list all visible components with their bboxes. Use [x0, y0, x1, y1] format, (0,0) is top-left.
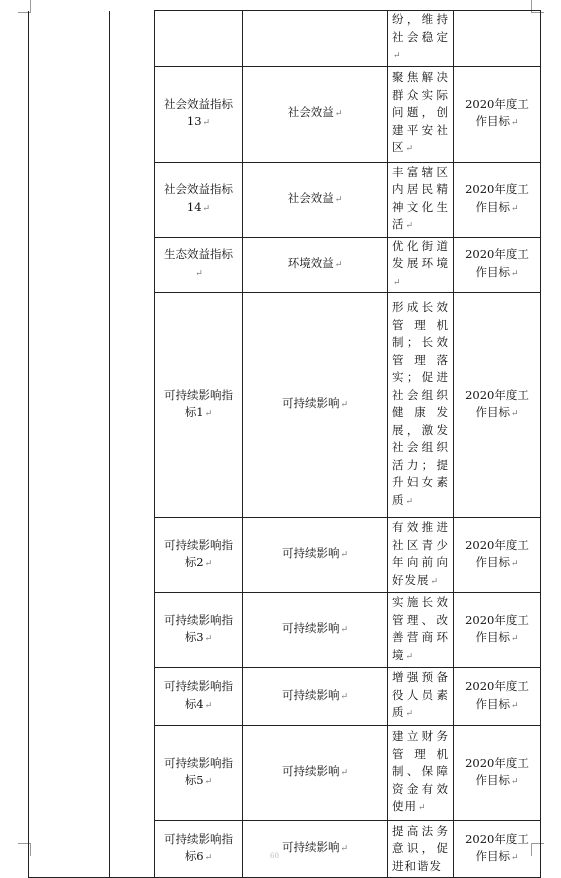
category-cell: 社会效益↵ — [243, 66, 388, 162]
content-cell: 丰富辖区内居民精神文化生活↵ — [388, 162, 454, 237]
category-cell: 可持续影响↵ — [243, 593, 388, 668]
indicator-cell: 社会效益指标14↵ — [155, 162, 243, 237]
target-cell: 2020年度工作目标↵ — [454, 668, 541, 726]
category-cell: 可持续影响↵ — [243, 293, 388, 518]
level2-indicator-cell — [110, 11, 155, 878]
content-cell: 建立财务管理机制、保障资金有效使用↵ — [388, 726, 454, 821]
indicator-cell: 可持续影响指标1↵ — [155, 293, 243, 518]
level1-indicator-cell — [29, 11, 110, 878]
indicator-cell: 可持续影响指标6↵ — [155, 821, 243, 878]
category-cell: 可持续影响↵ — [243, 668, 388, 726]
content-cell: 聚焦解决群众实际问题，创建平安社区↵ — [388, 66, 454, 162]
target-cell: 2020年度工作目标↵ — [454, 237, 541, 293]
category-cell: 可持续影响↵ — [243, 821, 388, 878]
page-number: 60 — [270, 852, 279, 860]
target-cell: 2020年度工作目标↵ — [454, 593, 541, 668]
indicator-cell: 可持续影响指标3↵ — [155, 593, 243, 668]
target-cell: 2020年度工作目标↵ — [454, 162, 541, 237]
target-cell: 2020年度工作目标↵ — [454, 293, 541, 518]
content-cell: 形成长效管理机制；长效管理落实；促进社会组织健康发展，激发社会组织活力；提升妇女素质↵ — [388, 293, 454, 518]
category-cell: 社会效益↵ — [243, 162, 388, 237]
category-cell: 可持续影响↵ — [243, 518, 388, 593]
table-row — [29, 11, 541, 67]
target-cell: 2020年度工作目标↵ — [454, 726, 541, 821]
target-cell: 2020年度工作目标↵ — [454, 518, 541, 593]
category-cell: 可持续影响↵ — [243, 726, 388, 821]
content-cell: 有效推进社区青少年向前向好发展↵ — [388, 518, 454, 593]
content-cell: 提高法务意识，促进和谐发 — [388, 821, 454, 878]
content-cell: 实施长效管理、改善营商环境↵ — [388, 593, 454, 668]
indicator-cell — [155, 11, 243, 67]
indicator-cell: 可持续影响指标4↵ — [155, 668, 243, 726]
target-cell: 2020年度工作目标↵ — [454, 66, 541, 162]
category-cell: 环境效益↵ — [243, 237, 388, 293]
indicator-cell: 可持续影响指标2↵ — [155, 518, 243, 593]
paragraph-mark: ↵ — [393, 51, 402, 61]
category-cell — [243, 11, 388, 67]
content-cell: 优化街道发展环境↵ — [388, 237, 454, 293]
target-cell — [454, 11, 541, 67]
target-cell: 2020年度工作目标↵ — [454, 821, 541, 878]
indicator-cell: 可持续影响指标5↵ — [155, 726, 243, 821]
content-cell: 增强预备役人员素质↵ — [388, 668, 454, 726]
indicator-cell: 社会效益指标13↵ — [155, 66, 243, 162]
indicator-cell: 生态效益指标↵ — [155, 237, 243, 293]
content-cell: 纷，维持社会稳定↵ — [388, 11, 454, 67]
performance-table — [28, 10, 541, 878]
